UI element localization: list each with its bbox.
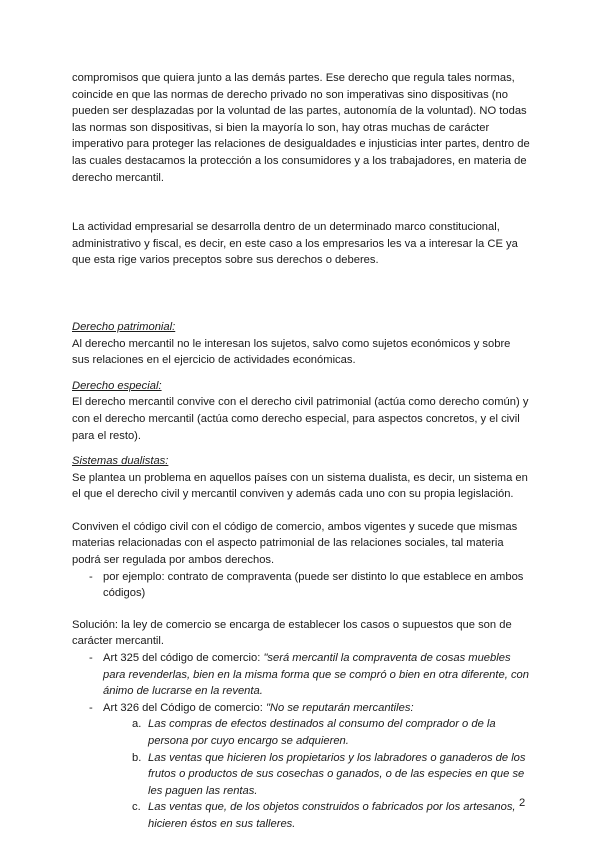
article-326-label: Art 326 del Código de comercio: — [103, 701, 266, 714]
heading-derecho-patrimonial: Derecho patrimonial: — [72, 320, 176, 333]
solucion-text: Solución: la ley de comercio se encarga de establecer los casos o supuestos que son de carácter mercantil. — [72, 618, 512, 648]
article-325 — [72, 650, 530, 700]
list-item: - por ejemplo: contrato de compraventa (puede ser distinto lo que establece en ambos códigos) — [72, 569, 530, 602]
item-text: Las ventas que, de los objetos construidos o fabricados por los artesanos, hicieren éstos en sus talleres. — [148, 801, 516, 830]
item-marker: c. — [132, 801, 141, 814]
intro-paragraph-2: La actividad empresarial se desarrolla dentro de un determinado marco constitucional, administrativo y fiscal, es decir, en este caso a los empresarios les va a interesar la CE ya que esta rige varios preceptos sobre sus derechos o deberes. — [72, 221, 518, 267]
intro-paragraph-1: compromisos que quiera junto a las demás partes. Ese derecho que regula tales normas, coincide en que las normas de derecho privado no son imperativas sino dispositivas (no pueden ser desplazadas por la voluntad de las partes, autonomía de la voluntad). NO todas las normas son dispositivas, si bien la mayoría lo son, hay otras muchas de carácter imperativo para proteger las relaciones de desigualdades e injusticias inter partes, dentro de las cuales destacamos la protección a los consumidores y a los trabajadores, en materia de derecho mercantil. — [72, 72, 530, 184]
especial-text: El derecho mercantil convive con el derecho civil patrimonial (actúa como derecho común) y con el derecho mercantil (actúa como derecho especial, para aspectos concretos, y el civil para el resto). — [72, 396, 529, 442]
example-list — [72, 569, 530, 602]
articles-list — [72, 650, 530, 833]
item-text: Las compras de efectos destinados al consumo del comprador o de la persona por cuyo encargo se adquieren. — [148, 718, 496, 747]
heading-derecho-especial: Derecho especial: — [72, 379, 162, 392]
list-item — [103, 750, 530, 800]
article-326-quote: "No se reputarán mercantiles: — [265, 701, 414, 714]
dualistas-text: Se plantea un problema en aquellos países con un sistema dualista, es decir, un sistema en el que el derecho civil y mercantil conviven y además cada uno con su propia legislación. — [72, 471, 528, 501]
item-marker: b. — [132, 751, 142, 764]
document-body — [72, 70, 530, 833]
item-marker: a. — [132, 718, 142, 731]
list-item — [103, 716, 530, 749]
list-item — [103, 799, 530, 832]
patrimonial-text: Al derecho mercantil no le interesan los sujetos, salvo como sujetos económicos y sobre sus relaciones en el ejercicio de actividades económicas. — [72, 337, 511, 367]
article-325-quote: "será mercantil la compraventa de cosas muebles para revenderlas, bien en la misma forma que se compró o bien en otra diferente, con ánimo de lucrarse en la reventa. — [103, 652, 529, 698]
dualistas-text-2: Conviven el código civil con el código de comercio, ambos vigentes y sucede que mismas materias relacionadas con el aspecto patrimonial de las relaciones sociales, tal materia podrá ser regulada por ambos derechos. — [72, 520, 518, 567]
article-326-items — [103, 716, 530, 832]
item-text: Las ventas que hicieren los propietarios y los labradores o ganaderos de los frutos o productos de sus cosechas o ganados, o de las especies en que se les paguen las rentas. — [148, 751, 526, 797]
page-number: 2 — [519, 797, 526, 809]
heading-sistemas-dualistas: Sistemas dualistas: — [72, 455, 169, 468]
article-326 — [72, 700, 530, 833]
article-325-label: Art 325 del código de comercio: — [103, 652, 264, 665]
